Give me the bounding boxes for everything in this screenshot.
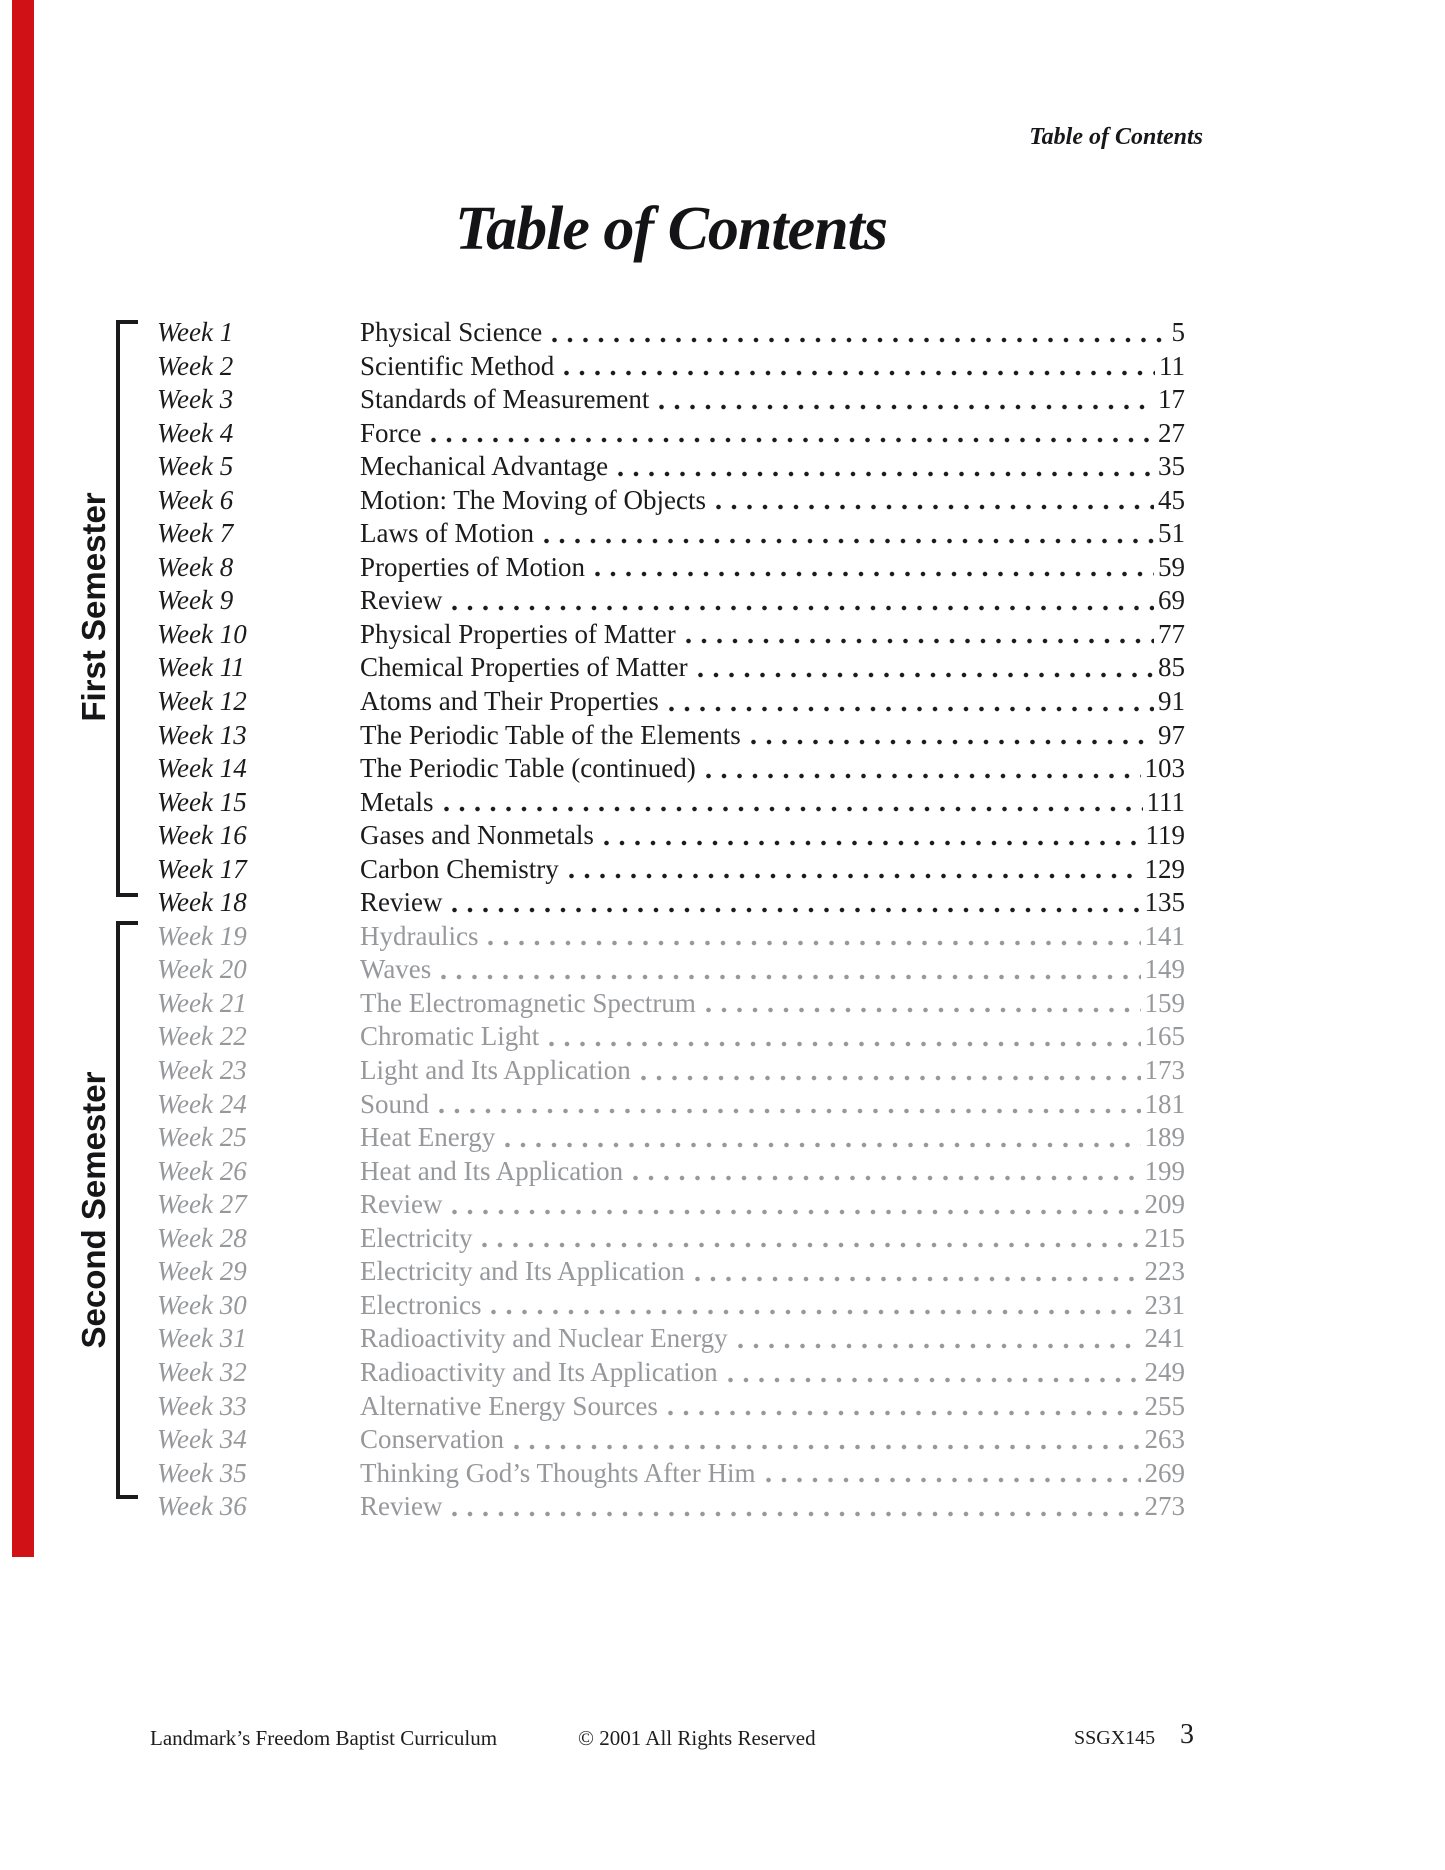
week-title: Hydraulics xyxy=(360,920,479,951)
week-label: Week 17 xyxy=(157,853,247,884)
dot-leader xyxy=(452,907,1140,913)
dot-leader xyxy=(695,1276,1141,1282)
toc-row xyxy=(157,316,1185,350)
toc-row xyxy=(157,1188,1185,1222)
dot-leader xyxy=(544,538,1154,544)
page-number: 269 xyxy=(1144,1457,1185,1488)
dot-leader xyxy=(738,1343,1141,1349)
week-label: Week 33 xyxy=(157,1390,247,1421)
dot-leader xyxy=(564,370,1155,376)
page-number: 103 xyxy=(1144,753,1185,784)
week-title: Review xyxy=(360,1189,443,1220)
page-number: 223 xyxy=(1144,1256,1185,1287)
page-number: 199 xyxy=(1144,1155,1185,1186)
week-title: Conservation xyxy=(360,1424,504,1455)
dot-leader xyxy=(706,1007,1141,1013)
toc-row xyxy=(157,584,1185,618)
week-label: Week 11 xyxy=(157,652,245,683)
dot-leader xyxy=(633,1175,1140,1181)
week-label: Week 26 xyxy=(157,1155,247,1186)
page-number: 97 xyxy=(1158,719,1185,750)
toc-row xyxy=(157,719,1185,753)
week-label: Week 13 xyxy=(157,719,247,750)
dot-leader xyxy=(488,940,1140,946)
dot-leader xyxy=(441,974,1140,980)
dot-leader xyxy=(569,873,1141,879)
week-title: Scientific Method xyxy=(360,350,555,381)
dot-leader xyxy=(552,337,1167,343)
page-number: 249 xyxy=(1144,1356,1185,1387)
week-label: Week 3 xyxy=(157,384,234,415)
toc-row xyxy=(157,1390,1185,1424)
page-number: 11 xyxy=(1159,350,1185,381)
toc-row xyxy=(157,450,1185,484)
week-title: Radioactivity and Nuclear Energy xyxy=(360,1323,728,1354)
week-label: Week 28 xyxy=(157,1222,247,1253)
dot-leader xyxy=(549,1041,1140,1047)
toc-row xyxy=(157,685,1185,719)
footer-copyright: © 2001 All Rights Reserved xyxy=(578,1726,816,1750)
toc-row xyxy=(157,886,1185,920)
page-number: 241 xyxy=(1144,1323,1185,1354)
page-number: 77 xyxy=(1158,618,1185,649)
toc-row xyxy=(157,920,1185,954)
page-number: 27 xyxy=(1158,417,1185,448)
week-title: Chemical Properties of Matter xyxy=(360,652,688,683)
dot-leader xyxy=(728,1377,1141,1383)
toc-row xyxy=(157,551,1185,585)
second-semester-bracket xyxy=(116,921,136,1499)
week-title: Chromatic Light xyxy=(360,1021,540,1052)
week-label: Week 24 xyxy=(157,1088,247,1119)
dot-leader xyxy=(452,1209,1140,1215)
week-label: Week 22 xyxy=(157,1021,247,1052)
toc-row xyxy=(157,1356,1185,1390)
week-label: Week 5 xyxy=(157,451,234,482)
page-number: 255 xyxy=(1144,1390,1185,1421)
dot-leader xyxy=(514,1444,1141,1450)
week-title: The Periodic Table (continued) xyxy=(360,753,696,784)
page-number: 165 xyxy=(1144,1021,1185,1052)
week-label: Week 32 xyxy=(157,1356,247,1387)
footer-catalog-code: SSGX145 xyxy=(1074,1727,1156,1749)
toc-row xyxy=(157,1322,1185,1356)
page-number: 231 xyxy=(1144,1289,1185,1320)
toc-row xyxy=(157,786,1185,820)
dot-leader xyxy=(698,672,1154,678)
week-label: Week 25 xyxy=(157,1122,247,1153)
week-label: Week 21 xyxy=(157,987,247,1018)
toc-row xyxy=(157,417,1185,451)
second-semester-label: Second Semester xyxy=(75,1071,112,1349)
toc-row xyxy=(157,517,1185,551)
week-title: Physical Science xyxy=(360,317,543,347)
week-label: Week 30 xyxy=(157,1289,247,1320)
week-title: Standards of Measurement xyxy=(360,384,650,415)
week-title: Carbon Chemistry xyxy=(360,853,559,884)
page-number: 5 xyxy=(1171,317,1185,347)
week-label: Week 12 xyxy=(157,686,247,717)
dot-leader xyxy=(686,638,1154,644)
toc-row xyxy=(157,1020,1185,1054)
toc-row xyxy=(157,1054,1185,1088)
week-title: Metals xyxy=(360,786,434,817)
toc-row xyxy=(157,1155,1185,1189)
week-title: Physical Properties of Matter xyxy=(360,618,676,649)
running-header: Table of Contents xyxy=(1029,124,1203,150)
toc-row xyxy=(157,1088,1185,1122)
dot-leader xyxy=(595,571,1154,577)
week-title: The Periodic Table of the Elements xyxy=(360,719,741,750)
week-label: Week 34 xyxy=(157,1424,247,1455)
page-number: 119 xyxy=(1145,820,1185,851)
dot-leader xyxy=(505,1142,1140,1148)
dot-leader xyxy=(706,773,1141,779)
week-title: Light and Its Application xyxy=(360,1055,631,1086)
week-title: Radioactivity and Its Application xyxy=(360,1356,718,1387)
week-label: Week 23 xyxy=(157,1055,247,1086)
week-title: Motion: The Moving of Objects xyxy=(360,484,706,515)
page-number: 215 xyxy=(1144,1222,1185,1253)
toc-row xyxy=(157,1423,1185,1457)
page-title: Table of Contents xyxy=(455,195,887,263)
dot-leader xyxy=(444,806,1143,812)
page-number: 17 xyxy=(1158,384,1185,415)
page-number: 91 xyxy=(1158,686,1185,717)
page-number: 149 xyxy=(1144,954,1185,985)
page-number: 273 xyxy=(1144,1491,1185,1522)
toc-row xyxy=(157,1222,1185,1256)
week-label: Week 35 xyxy=(157,1457,247,1488)
toc-row xyxy=(157,383,1185,417)
toc-row xyxy=(157,1255,1185,1289)
week-title: Gases and Nonmetals xyxy=(360,820,594,851)
toc-row xyxy=(157,350,1185,384)
footer-page-number: 3 xyxy=(1180,1719,1194,1750)
week-title: Mechanical Advantage xyxy=(360,451,609,482)
dot-leader xyxy=(431,437,1154,443)
week-label: Week 19 xyxy=(157,920,247,951)
week-label: Week 18 xyxy=(157,887,247,918)
toc-row xyxy=(157,819,1185,853)
page-number: 209 xyxy=(1144,1189,1185,1220)
week-label: Week 2 xyxy=(157,350,234,381)
week-label: Week 8 xyxy=(157,551,234,582)
week-label: Week 16 xyxy=(157,820,247,851)
dot-leader xyxy=(668,1410,1141,1416)
week-title: Review xyxy=(360,1491,443,1522)
toc-row xyxy=(157,1457,1185,1491)
week-label: Week 15 xyxy=(157,786,247,817)
dot-leader xyxy=(439,1108,1140,1114)
week-label: Week 4 xyxy=(157,417,234,448)
toc-row xyxy=(157,1121,1185,1155)
dot-leader xyxy=(766,1477,1141,1483)
dot-leader xyxy=(482,1242,1140,1248)
week-title: Heat and Its Application xyxy=(360,1155,624,1186)
toc-row xyxy=(157,618,1185,652)
week-title: Properties of Motion xyxy=(360,551,585,582)
week-label: Week 10 xyxy=(157,618,247,649)
toc-row xyxy=(157,853,1185,887)
toc-list xyxy=(157,316,1185,1524)
dot-leader xyxy=(452,1511,1140,1517)
dot-leader xyxy=(659,404,1154,410)
dot-leader xyxy=(491,1309,1140,1315)
page-number: 35 xyxy=(1158,451,1185,482)
dot-leader xyxy=(604,840,1142,846)
page-number: 69 xyxy=(1158,585,1185,616)
page-number: 173 xyxy=(1144,1055,1185,1086)
week-title: Waves xyxy=(360,954,432,985)
page-number: 181 xyxy=(1144,1088,1185,1119)
dot-leader xyxy=(751,739,1154,745)
week-label: Week 7 xyxy=(157,518,234,549)
page-number: 45 xyxy=(1158,484,1185,515)
week-label: Week 36 xyxy=(157,1491,247,1522)
footer-publisher: Landmark’s Freedom Baptist Curriculum xyxy=(150,1726,498,1750)
first-semester-label: First Semester xyxy=(75,492,112,722)
dot-leader xyxy=(641,1075,1141,1081)
week-label: Week 27 xyxy=(157,1189,247,1220)
toc-row xyxy=(157,953,1185,987)
dot-leader xyxy=(669,706,1154,712)
week-label: Week 20 xyxy=(157,954,247,985)
page-number: 111 xyxy=(1146,786,1185,817)
week-title: Atoms and Their Properties xyxy=(360,686,659,717)
page-number: 51 xyxy=(1158,518,1185,549)
page-number: 129 xyxy=(1144,853,1185,884)
toc-row xyxy=(157,752,1185,786)
week-title: Electronics xyxy=(360,1289,482,1320)
week-label: Week 1 xyxy=(157,317,234,347)
week-title: Force xyxy=(360,417,422,448)
week-label: Week 9 xyxy=(157,585,234,616)
page-number: 263 xyxy=(1144,1424,1185,1455)
dot-leader xyxy=(618,471,1154,477)
week-label: Week 6 xyxy=(157,484,234,515)
week-title: Review xyxy=(360,887,443,918)
dot-leader xyxy=(716,504,1154,510)
week-label: Week 14 xyxy=(157,753,247,784)
week-label: Week 31 xyxy=(157,1323,247,1354)
week-title: Alternative Energy Sources xyxy=(360,1390,658,1421)
week-title: Heat Energy xyxy=(360,1122,496,1153)
toc-row xyxy=(157,1289,1185,1323)
page-number: 85 xyxy=(1158,652,1185,683)
page-number: 141 xyxy=(1144,920,1185,951)
page-number: 189 xyxy=(1144,1122,1185,1153)
toc-row xyxy=(157,987,1185,1021)
toc-row xyxy=(157,651,1185,685)
week-title: The Electromagnetic Spectrum xyxy=(360,987,696,1018)
week-title: Sound xyxy=(360,1088,430,1119)
week-title: Review xyxy=(360,585,443,616)
week-title: Electricity xyxy=(360,1222,473,1253)
week-label: Week 29 xyxy=(157,1256,247,1287)
dot-leader xyxy=(452,605,1154,611)
page-number: 59 xyxy=(1158,551,1185,582)
week-title: Thinking God’s Thoughts After Him xyxy=(360,1457,756,1488)
toc-row xyxy=(157,1490,1185,1524)
page-number: 159 xyxy=(1144,987,1185,1018)
toc-row xyxy=(157,484,1185,518)
red-edge-bar xyxy=(12,0,34,1557)
week-title: Laws of Motion xyxy=(360,518,534,549)
first-semester-bracket xyxy=(116,320,136,897)
week-title: Electricity and Its Application xyxy=(360,1256,685,1287)
page-number: 135 xyxy=(1144,887,1185,918)
